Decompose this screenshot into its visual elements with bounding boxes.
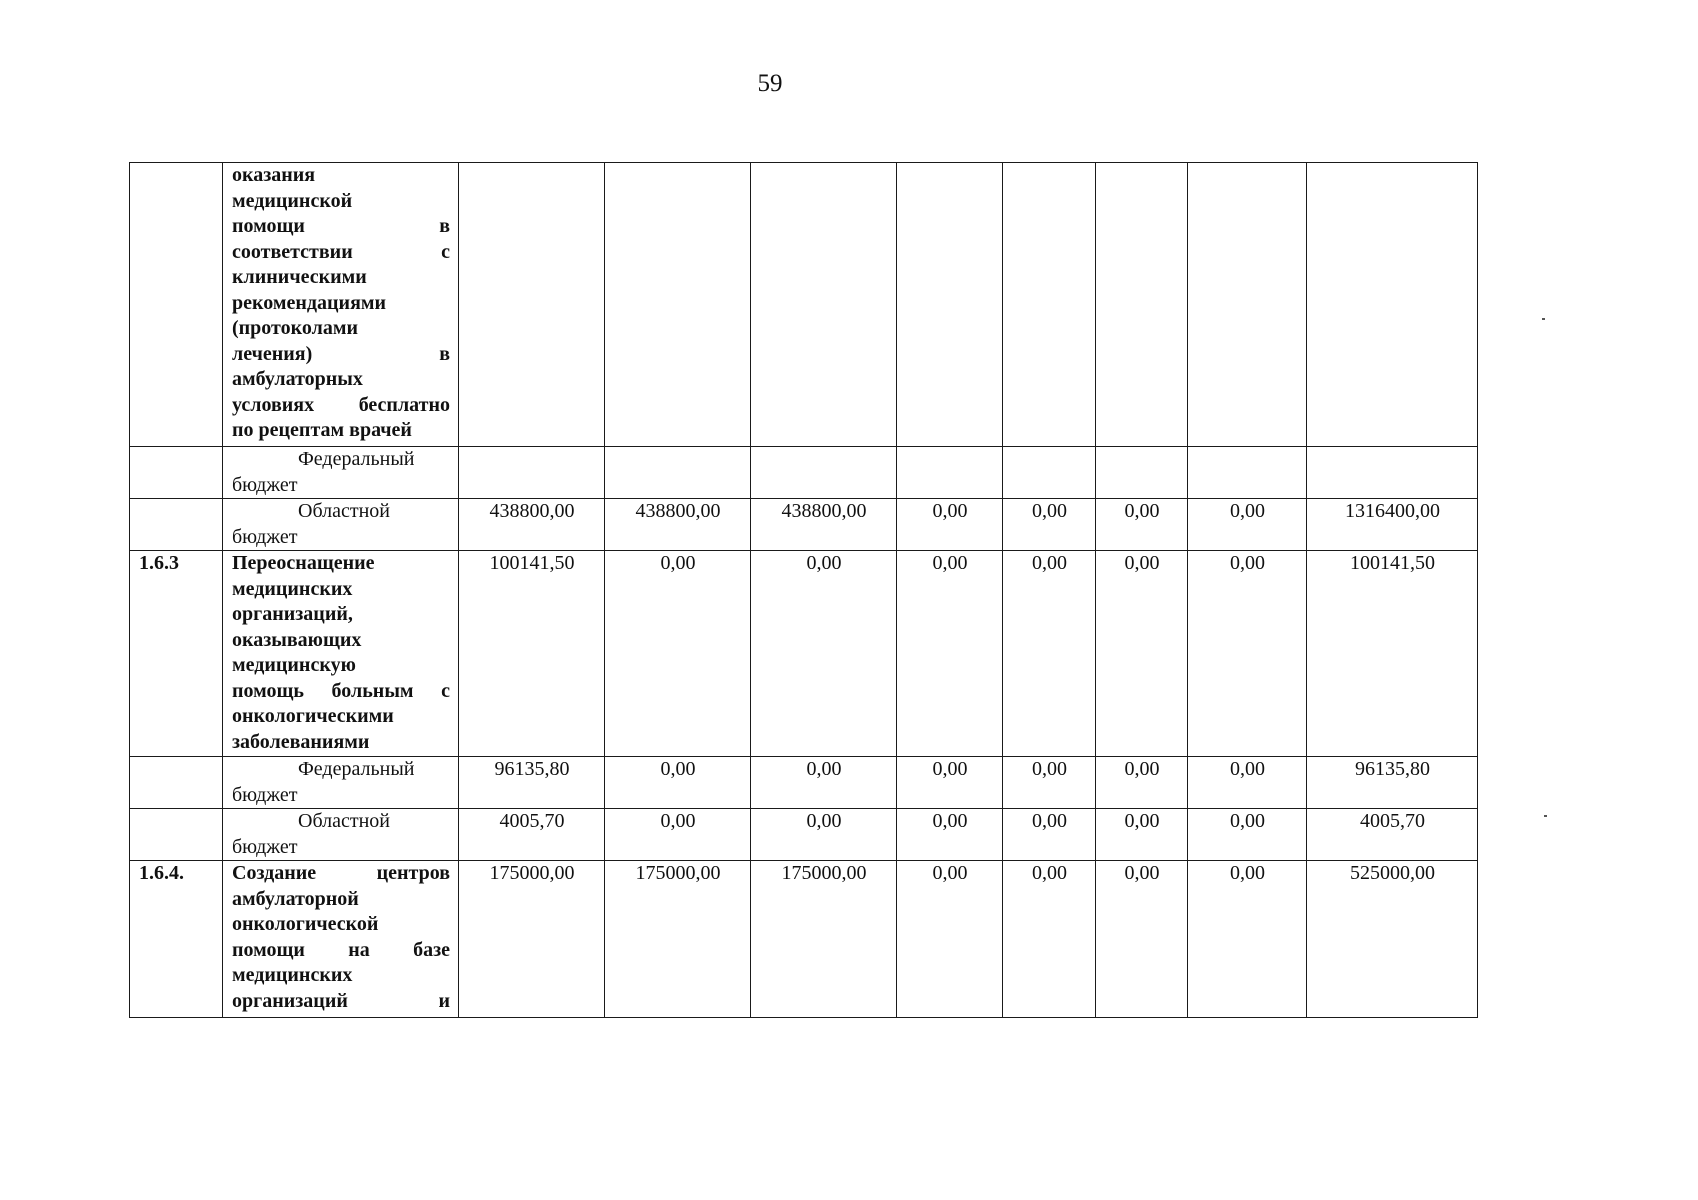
description-line: лечения) в <box>232 342 450 365</box>
value-cell <box>605 447 751 499</box>
funding-source-suffix: бюджет <box>232 835 298 858</box>
description-line: онкологическими <box>232 705 394 727</box>
value-cell: 438800,00 <box>605 499 751 551</box>
value-cell: 0,00 <box>1003 809 1096 861</box>
row-code: 1.6.3 <box>130 551 223 757</box>
funding-source-suffix: бюджет <box>232 473 298 496</box>
value-cell: 96135,80 <box>459 757 605 809</box>
description-line: организаций и <box>232 989 450 1012</box>
value-cell: 0,00 <box>897 499 1003 551</box>
funding-source <box>223 809 459 861</box>
row-code <box>130 447 223 499</box>
row-description <box>223 163 459 447</box>
table-row <box>130 861 1478 1018</box>
funding-source-name: Областной <box>298 500 391 522</box>
description-line: рекомендациями <box>232 291 387 314</box>
description-line: медицинских <box>232 964 353 986</box>
description-line: организаций, <box>232 603 353 625</box>
budget-table <box>129 162 1478 1018</box>
description-line: Переоснащение <box>232 552 375 574</box>
table-row <box>130 163 1478 447</box>
funding-source-name: Областной <box>298 810 391 832</box>
description-line: Создание центров <box>232 862 450 884</box>
description-line: амбулаторной <box>232 887 359 910</box>
value-cell: 0,00 <box>751 757 897 809</box>
funding-source-name: Федеральный <box>298 448 415 470</box>
value-cell <box>897 447 1003 499</box>
row-code <box>130 757 223 809</box>
row-code: 1.6.4. <box>130 861 223 1018</box>
value-cell: 175000,00 <box>459 861 605 1018</box>
value-cell: 0,00 <box>1188 499 1307 551</box>
value-cell: 0,00 <box>1003 757 1096 809</box>
value-cell <box>1188 163 1307 447</box>
value-cell: 0,00 <box>1003 551 1096 757</box>
value-cell <box>1003 163 1096 447</box>
value-cell: 175000,00 <box>751 861 897 1018</box>
table-row <box>130 757 1478 809</box>
description-line: оказания <box>232 164 316 186</box>
value-cell <box>897 163 1003 447</box>
page-number: 59 <box>757 70 783 97</box>
description-line: помощи на базе <box>232 938 450 961</box>
row-code <box>130 809 223 861</box>
value-cell: 0,00 <box>897 551 1003 757</box>
value-cell <box>605 163 751 447</box>
table-row <box>130 809 1478 861</box>
value-cell: 0,00 <box>1003 499 1096 551</box>
total-cell: 96135,80 <box>1307 757 1478 809</box>
value-cell: 0,00 <box>897 861 1003 1018</box>
row-description <box>223 551 459 757</box>
value-cell: 0,00 <box>1096 551 1188 757</box>
value-cell <box>459 163 605 447</box>
value-cell: 0,00 <box>605 809 751 861</box>
value-cell: 438800,00 <box>459 499 605 551</box>
value-cell <box>1188 447 1307 499</box>
table-row <box>130 499 1478 551</box>
total-cell: 525000,00 <box>1307 861 1478 1018</box>
row-code <box>130 499 223 551</box>
table-row <box>130 551 1478 757</box>
value-cell <box>751 447 897 499</box>
row-description <box>223 861 459 1018</box>
scan-speck <box>1542 318 1545 320</box>
value-cell <box>751 163 897 447</box>
value-cell: 0,00 <box>1096 809 1188 861</box>
value-cell: 0,00 <box>1188 757 1307 809</box>
row-code <box>130 163 223 447</box>
total-cell <box>1307 447 1478 499</box>
description-line: клиническими <box>232 266 367 288</box>
description-line: медицинской <box>232 189 353 212</box>
value-cell: 0,00 <box>897 809 1003 861</box>
value-cell: 0,00 <box>605 551 751 757</box>
description-line: условиях бесплатно <box>232 393 450 416</box>
funding-source-name: Федеральный <box>298 758 415 780</box>
description-line: медицинскую <box>232 654 356 676</box>
value-cell: 0,00 <box>605 757 751 809</box>
value-cell: 0,00 <box>751 809 897 861</box>
value-cell: 0,00 <box>1188 809 1307 861</box>
description-line: помощи в <box>232 215 450 237</box>
description-line: онкологической <box>232 913 379 935</box>
description-line: помощь больным с <box>232 679 450 702</box>
total-cell: 1316400,00 <box>1307 499 1478 551</box>
value-cell: 0,00 <box>1188 551 1307 757</box>
value-cell <box>1003 447 1096 499</box>
value-cell: 438800,00 <box>751 499 897 551</box>
funding-source-suffix: бюджет <box>232 783 298 806</box>
value-cell: 0,00 <box>1096 499 1188 551</box>
description-line: заболеваниями <box>232 730 370 753</box>
value-cell: 0,00 <box>751 551 897 757</box>
description-line: соответствии с <box>232 240 450 263</box>
description-line: по рецептам врачей <box>232 419 412 441</box>
description-line: медицинских <box>232 577 353 600</box>
value-cell: 100141,50 <box>459 551 605 757</box>
value-cell <box>1096 447 1188 499</box>
funding-source <box>223 499 459 551</box>
value-cell <box>1096 163 1188 447</box>
value-cell: 0,00 <box>1096 757 1188 809</box>
value-cell: 4005,70 <box>459 809 605 861</box>
description-line: оказывающих <box>232 628 362 651</box>
value-cell: 175000,00 <box>605 861 751 1018</box>
value-cell: 0,00 <box>1003 861 1096 1018</box>
description-line: (протоколами <box>232 317 358 339</box>
total-cell: 4005,70 <box>1307 809 1478 861</box>
description-line: амбулаторных <box>232 368 363 390</box>
total-cell: 100141,50 <box>1307 551 1478 757</box>
total-cell <box>1307 163 1478 447</box>
value-cell <box>459 447 605 499</box>
funding-source <box>223 757 459 809</box>
value-cell: 0,00 <box>897 757 1003 809</box>
scan-speck <box>1544 815 1547 817</box>
value-cell: 0,00 <box>1096 861 1188 1018</box>
funding-source <box>223 447 459 499</box>
value-cell: 0,00 <box>1188 861 1307 1018</box>
table-row <box>130 447 1478 499</box>
funding-source-suffix: бюджет <box>232 525 298 548</box>
